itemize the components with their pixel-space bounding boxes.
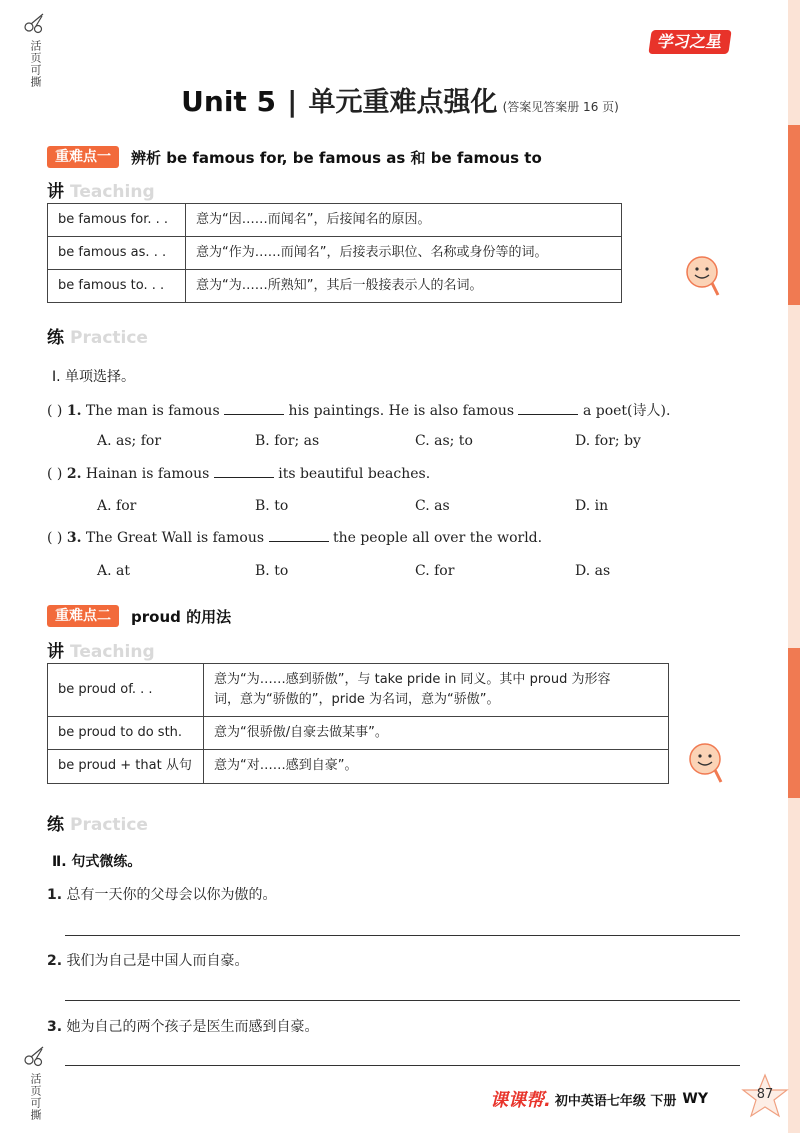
option-d: D. in — [575, 498, 609, 514]
option-d: D. for; by — [575, 433, 641, 449]
option-b: B. to — [255, 498, 289, 514]
smiley-magnifier-icon — [685, 255, 721, 299]
practice-label-cn: 练 — [47, 815, 64, 835]
table-term: be proud + that 从句 — [48, 750, 204, 783]
table-row — [48, 237, 622, 270]
table-term: be proud to do sth. — [48, 717, 204, 750]
table-desc — [204, 664, 669, 717]
question-text: the people all over the world. — [332, 530, 543, 546]
option-b: B. to — [255, 563, 289, 579]
key-point-title: proud 的用法 — [131, 607, 232, 626]
sentence-number: 2. — [47, 953, 63, 969]
sentence-1 — [47, 884, 277, 904]
question-number: 1. — [66, 403, 82, 419]
answer-note: (答案见答案册 16 页) — [502, 100, 619, 114]
publisher-logo: 学习之星 — [648, 30, 731, 54]
footer-brand: 课课帮. — [490, 1090, 551, 1111]
table-row — [48, 717, 669, 750]
table-term: be famous for. . . — [48, 204, 186, 237]
unit-label: Unit 5 — [181, 85, 277, 118]
key-point-title: 辨析 be famous for, be famous as 和 be famous to — [131, 148, 542, 167]
sentence-text: 我们为自己是中国人而自豪。 — [66, 953, 249, 969]
question-text: a poet(诗人). — [582, 403, 671, 419]
option-c: C. as — [415, 498, 450, 514]
sentence-text: 总有一天你的父母会以你为傲的。 — [66, 887, 277, 903]
practice-label-en: Practice — [70, 328, 148, 348]
footer-edition-code: WY — [682, 1091, 708, 1107]
title-separator: | — [287, 85, 298, 118]
smiley-magnifier-icon — [688, 742, 724, 786]
tear-note-text: 活页可撕 — [29, 40, 42, 88]
section-heading-2: Ⅱ. 句式微练。 — [52, 854, 142, 870]
table-desc: 意为“对……感到自豪”。 — [204, 750, 669, 783]
table-term: be famous as. . . — [48, 237, 186, 270]
answer-paren[interactable]: ( ) — [47, 403, 63, 419]
teaching-label — [47, 177, 155, 202]
question-text: its beautiful beaches. — [278, 466, 431, 482]
sentence-number: 3. — [47, 1019, 63, 1035]
table-desc: 意为“很骄傲/自豪去做某事”。 — [204, 717, 669, 750]
teaching-label-cn: 讲 — [47, 642, 64, 662]
question-2 — [47, 466, 430, 482]
table-row — [48, 270, 622, 303]
table-desc: 意为“因……而闻名”，后接闻名的原因。 — [186, 204, 622, 237]
option-a: A. as; for — [97, 433, 162, 449]
page-title — [0, 80, 800, 119]
key-point-2-header — [47, 605, 231, 627]
teaching-label-en: Teaching — [70, 182, 155, 202]
question-text: The man is famous — [85, 403, 220, 419]
question-number: 3. — [66, 530, 82, 546]
section-heading-1: Ⅰ. 单项选择。 — [52, 369, 136, 385]
question-text: Hainan is famous — [85, 466, 210, 482]
option-a: A. at — [97, 563, 130, 579]
table-desc: 意为“作为……而闻名”，后接表示职位、名称或身份等的词。 — [186, 237, 622, 270]
page-number: 87 — [756, 1087, 774, 1102]
footer-book-title: 初中英语七年级 下册 — [554, 1093, 677, 1109]
teaching-table-1 — [47, 203, 622, 303]
table-row — [48, 664, 669, 717]
option-c: C. as; to — [415, 433, 473, 449]
teaching-label-cn: 讲 — [47, 182, 64, 202]
key-point-1-header — [47, 146, 542, 168]
question-1 — [47, 400, 670, 420]
page-edge-tab — [788, 125, 800, 305]
table-term: be famous to. . . — [48, 270, 186, 303]
tear-note-bottom — [20, 1045, 50, 1121]
tear-note-top — [20, 12, 50, 88]
scissors-icon — [23, 12, 47, 34]
option-d: D. as — [575, 563, 611, 579]
practice-label-en: Practice — [70, 815, 148, 835]
teaching-label-en: Teaching — [70, 642, 155, 662]
unit-topic: 单元重难点强化 — [308, 87, 498, 118]
option-c: C. for — [415, 563, 455, 579]
sentence-2 — [47, 950, 249, 970]
practice-label — [47, 323, 148, 348]
scissors-icon — [23, 1045, 47, 1067]
answer-paren[interactable]: ( ) — [47, 466, 63, 482]
table-desc: 意为“为……所熟知”，其后一般接表示人的名词。 — [186, 270, 622, 303]
question-text: The Great Wall is famous — [85, 530, 265, 546]
sentence-number: 1. — [47, 887, 63, 903]
question-number: 2. — [66, 466, 82, 482]
tear-note-text: 活页可撕 — [29, 1073, 42, 1121]
page-edge-tab — [788, 648, 800, 798]
sentence-3 — [47, 1016, 319, 1036]
answer-blank[interactable] — [214, 466, 274, 478]
option-a: A. for — [97, 498, 137, 514]
teaching-label — [47, 637, 155, 662]
question-text: his paintings. He is also famous — [288, 403, 515, 419]
table-desc-line: 意为“为……感到骄傲”，与 take pride in 同义。其中 proud 为形容 — [214, 672, 611, 687]
table-term: be proud of. . . — [48, 664, 204, 717]
answer-line[interactable] — [65, 1000, 740, 1001]
table-row — [48, 750, 669, 783]
answer-paren[interactable]: ( ) — [47, 530, 63, 546]
sentence-text: 她为自己的两个孩子是医生而感到自豪。 — [66, 1019, 319, 1035]
key-point-badge: 重难点一 — [47, 146, 119, 168]
answer-blank[interactable] — [224, 403, 284, 415]
teaching-table-2 — [47, 663, 669, 784]
practice-label-cn: 练 — [47, 328, 64, 348]
practice-label — [47, 810, 148, 835]
table-desc-line: 词，意为“骄傲的”，pride 为名词，意为“骄傲”。 — [214, 692, 500, 708]
answer-blank[interactable] — [518, 403, 578, 415]
page-footer — [490, 1086, 708, 1112]
question-3 — [47, 530, 542, 546]
table-row — [48, 204, 622, 237]
answer-line[interactable] — [65, 935, 740, 936]
key-point-badge: 重难点二 — [47, 605, 119, 627]
answer-line[interactable] — [65, 1065, 740, 1066]
option-b: B. for; as — [255, 433, 320, 449]
answer-blank[interactable] — [269, 530, 329, 542]
